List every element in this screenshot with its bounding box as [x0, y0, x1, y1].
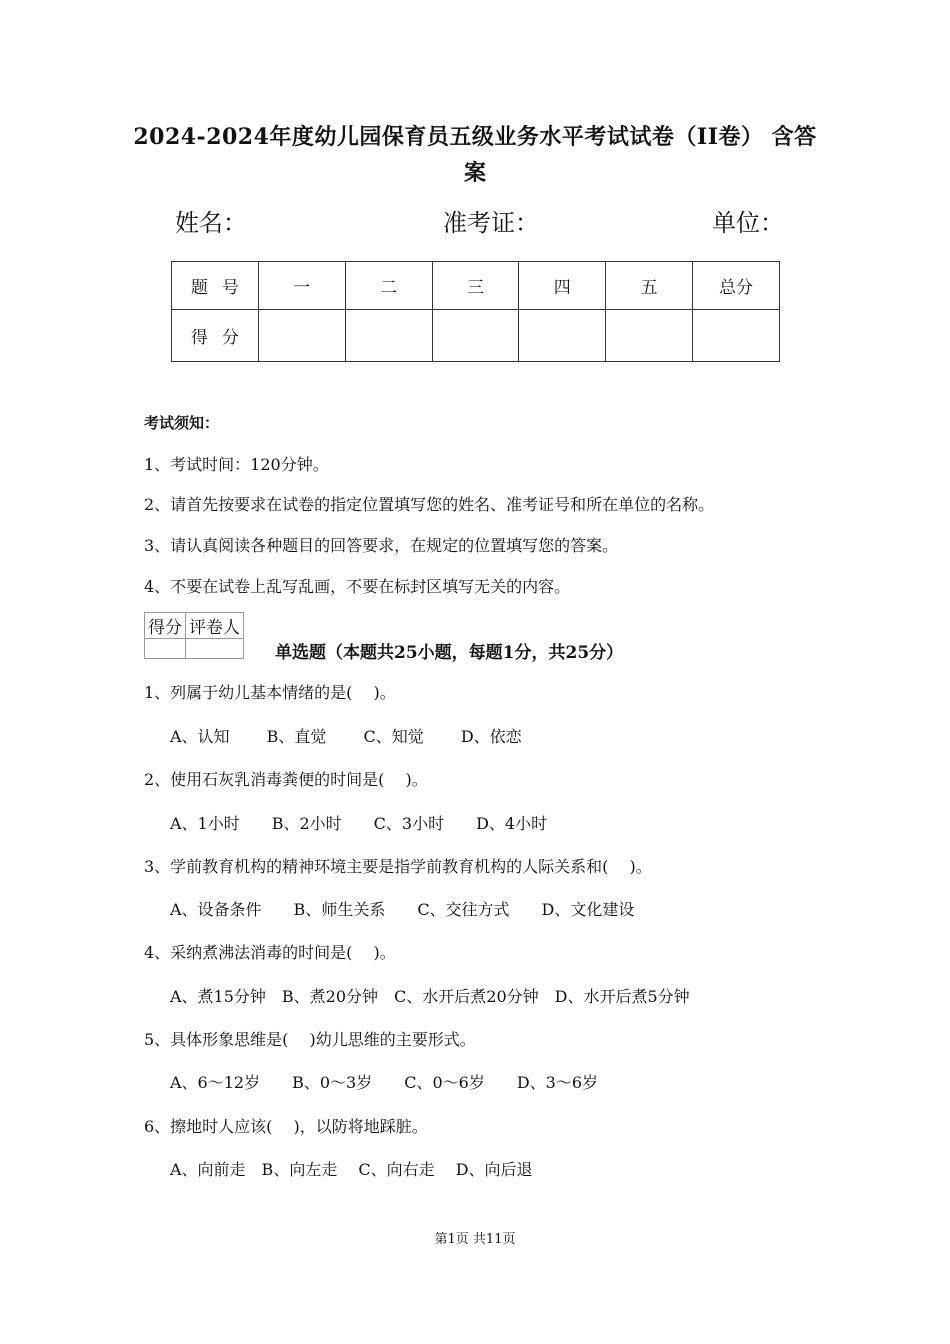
score-col-4: 四 — [519, 262, 606, 310]
question-options: A、6～12岁 B、0～3岁 C、0～6岁 D、3～6岁 — [170, 1073, 599, 1092]
question-options: A、1小时 B、2小时 C、3小时 D、4小时 — [170, 814, 548, 833]
grader-box — [144, 612, 244, 659]
question-options: A、煮15分钟 B、煮20分钟 C、水开后煮20分钟 D、水开后煮5分钟 — [170, 987, 690, 1006]
score-table — [171, 261, 780, 362]
question-options: A、设备条件 B、师生关系 C、交往方式 D、文化建设 — [170, 900, 635, 919]
score-row-label-score: 得分 — [172, 310, 259, 362]
page-footer: 第1页 共11页 — [434, 1232, 516, 1247]
score-row-label-question: 题号 — [172, 262, 259, 310]
score-col-3: 三 — [432, 262, 519, 310]
score-cell[interactable] — [258, 310, 345, 362]
question-text: 3、学前教育机构的精神环境主要是指学前教育机构的人际关系和( )。 — [144, 857, 652, 876]
score-cell-total[interactable] — [693, 310, 780, 362]
score-col-total: 总分 — [693, 262, 780, 310]
notice-item: 4、不要在试卷上乱写乱画，不要在标封区填写无关的内容。 — [144, 577, 571, 596]
exam-title-line1: 2024-2024年度幼儿园保育员五级业务水平考试试卷（II卷） 含答 — [133, 124, 817, 150]
question-text: 2、使用石灰乳消毒粪便的时间是( )。 — [144, 770, 428, 789]
notice-item: 3、请认真阅读各种题目的回答要求，在规定的位置填写您的答案。 — [144, 536, 619, 555]
question-text: 5、具体形象思维是( )幼儿思维的主要形式。 — [144, 1030, 476, 1049]
question-text: 1、列属于幼儿基本情绪的是( )。 — [144, 683, 396, 702]
score-col-1: 一 — [258, 262, 345, 310]
exam-title-line2: 案 — [463, 160, 486, 186]
score-cell[interactable] — [345, 310, 432, 362]
name-label: 姓名： — [175, 209, 247, 237]
grader-name-label: 评卷人 — [186, 613, 244, 639]
question-text: 4、采纳煮沸法消毒的时间是( )。 — [144, 943, 396, 962]
exam-id-label: 准考证： — [443, 209, 539, 237]
question-text: 6、擦地时人应该( )，以防将地踩脏。 — [144, 1117, 428, 1136]
score-cell[interactable] — [606, 310, 693, 362]
score-col-5: 五 — [606, 262, 693, 310]
notice-item: 1、考试时间：120分钟。 — [144, 455, 329, 474]
section-title: 单选题（本题共25小题，每题1分，共25分） — [275, 643, 624, 663]
score-table-score-row — [172, 310, 780, 362]
score-table-header-row — [172, 262, 780, 310]
score-col-2: 二 — [345, 262, 432, 310]
notice-item: 2、请首先按要求在试卷的指定位置填写您的姓名、准考证号和所在单位的名称。 — [144, 495, 715, 514]
question-options: A、认知 B、直觉 C、知觉 D、依恋 — [170, 727, 522, 746]
question-options: A、向前走 B、向左走 C、向右走 D、向后退 — [170, 1160, 533, 1179]
score-cell[interactable] — [432, 310, 519, 362]
grader-score-cell[interactable] — [145, 639, 186, 659]
score-cell[interactable] — [519, 310, 606, 362]
grader-score-label: 得分 — [145, 613, 186, 639]
unit-label: 单位： — [712, 209, 784, 237]
grader-name-cell[interactable] — [186, 639, 244, 659]
notice-title: 考试须知： — [144, 414, 220, 432]
